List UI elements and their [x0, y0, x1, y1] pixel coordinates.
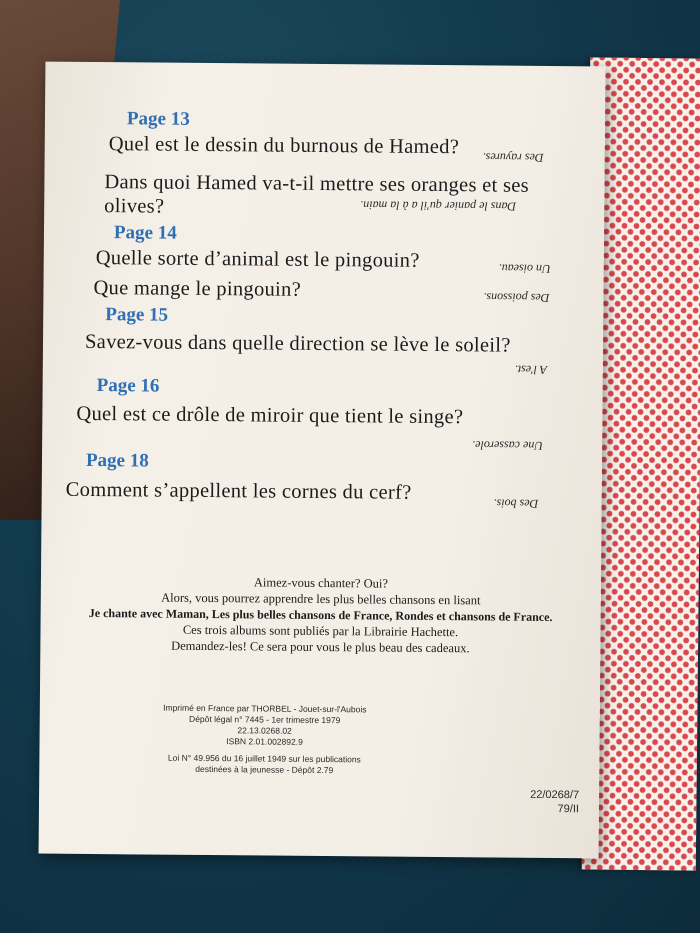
question-pingouin-food: Que mange le pingouin? — [93, 276, 302, 301]
answer-pingouin-animal: Un oiseau. — [498, 261, 551, 276]
section-heading-page-15: Page 15 — [105, 304, 169, 326]
book-page — [39, 62, 606, 859]
section-heading-page-14: Page 14 — [113, 222, 177, 244]
question-soleil: Savez-vous dans quelle direction se lève le soleil? — [84, 330, 511, 357]
section-heading-page-16: Page 16 — [96, 375, 160, 397]
question-miroir: Quel est ce drôle de miroir que tient le singe? — [76, 402, 464, 429]
print-code-2: 79/II — [557, 803, 580, 816]
question-oranges-olives: Dans quoi Hamed va-t-il mettre ses oranges et ses olives? — [104, 171, 530, 218]
question-pingouin-animal: Quelle sorte d’animal est le pingouin? — [95, 247, 420, 272]
imprint-code: 22.13.0268.02 — [237, 725, 292, 736]
answer-miroir: Une casserole. — [472, 438, 544, 453]
promo-line-5: Demandez-les! Ce sera pour vous le plus beau des cadeaux. — [171, 638, 470, 656]
imprint-printer: Imprimé en France par THORBEL - Jouet-sur-l'Aubois — [163, 702, 367, 715]
answer-soleil: A l'est. — [514, 362, 548, 377]
imprint-depot-legal: Dépôt légal n° 7445 - 1er trimestre 1979 — [189, 713, 341, 726]
imprint-law: Loi N° 49.956 du 16 juillet 1949 sur les publications — [167, 752, 361, 765]
answer-burnous: Des rayures. — [482, 150, 544, 165]
promo-line-2: Alors, vous pourrez apprendre les plus belles chansons en lisant — [161, 590, 481, 608]
answer-pingouin-food: Des poissons. — [483, 290, 550, 305]
promo-line-1: Aimez-vous chanter? Oui? — [253, 575, 388, 591]
page-content — [39, 62, 606, 859]
promo-line-3-bold: Je chante avec Maman, Les plus belles chansons de France, Rondes et chansons de France. — [88, 605, 553, 625]
question-cerf: Comment s’appellent les cornes du cerf? — [65, 478, 412, 504]
imprint-isbn: ISBN 2.01.002892.9 — [226, 736, 303, 747]
promo-line-4: Ces trois albums sont publiés par la Librairie Hachette. — [182, 622, 459, 640]
question-burnous: Quel est le dessin du burnous de Hamed? — [108, 133, 460, 159]
print-code-1: 22/0268/7 — [530, 788, 580, 802]
section-heading-page-13: Page 13 — [126, 108, 190, 130]
imprint-law-2: destinées à la jeunesse - Dépôt 2.79 — [195, 763, 334, 776]
answer-cerf: Des bois. — [493, 496, 539, 511]
answer-oranges-olives: Dans le panier qu'il a à la main. — [360, 198, 517, 214]
section-heading-page-18: Page 18 — [85, 449, 149, 472]
